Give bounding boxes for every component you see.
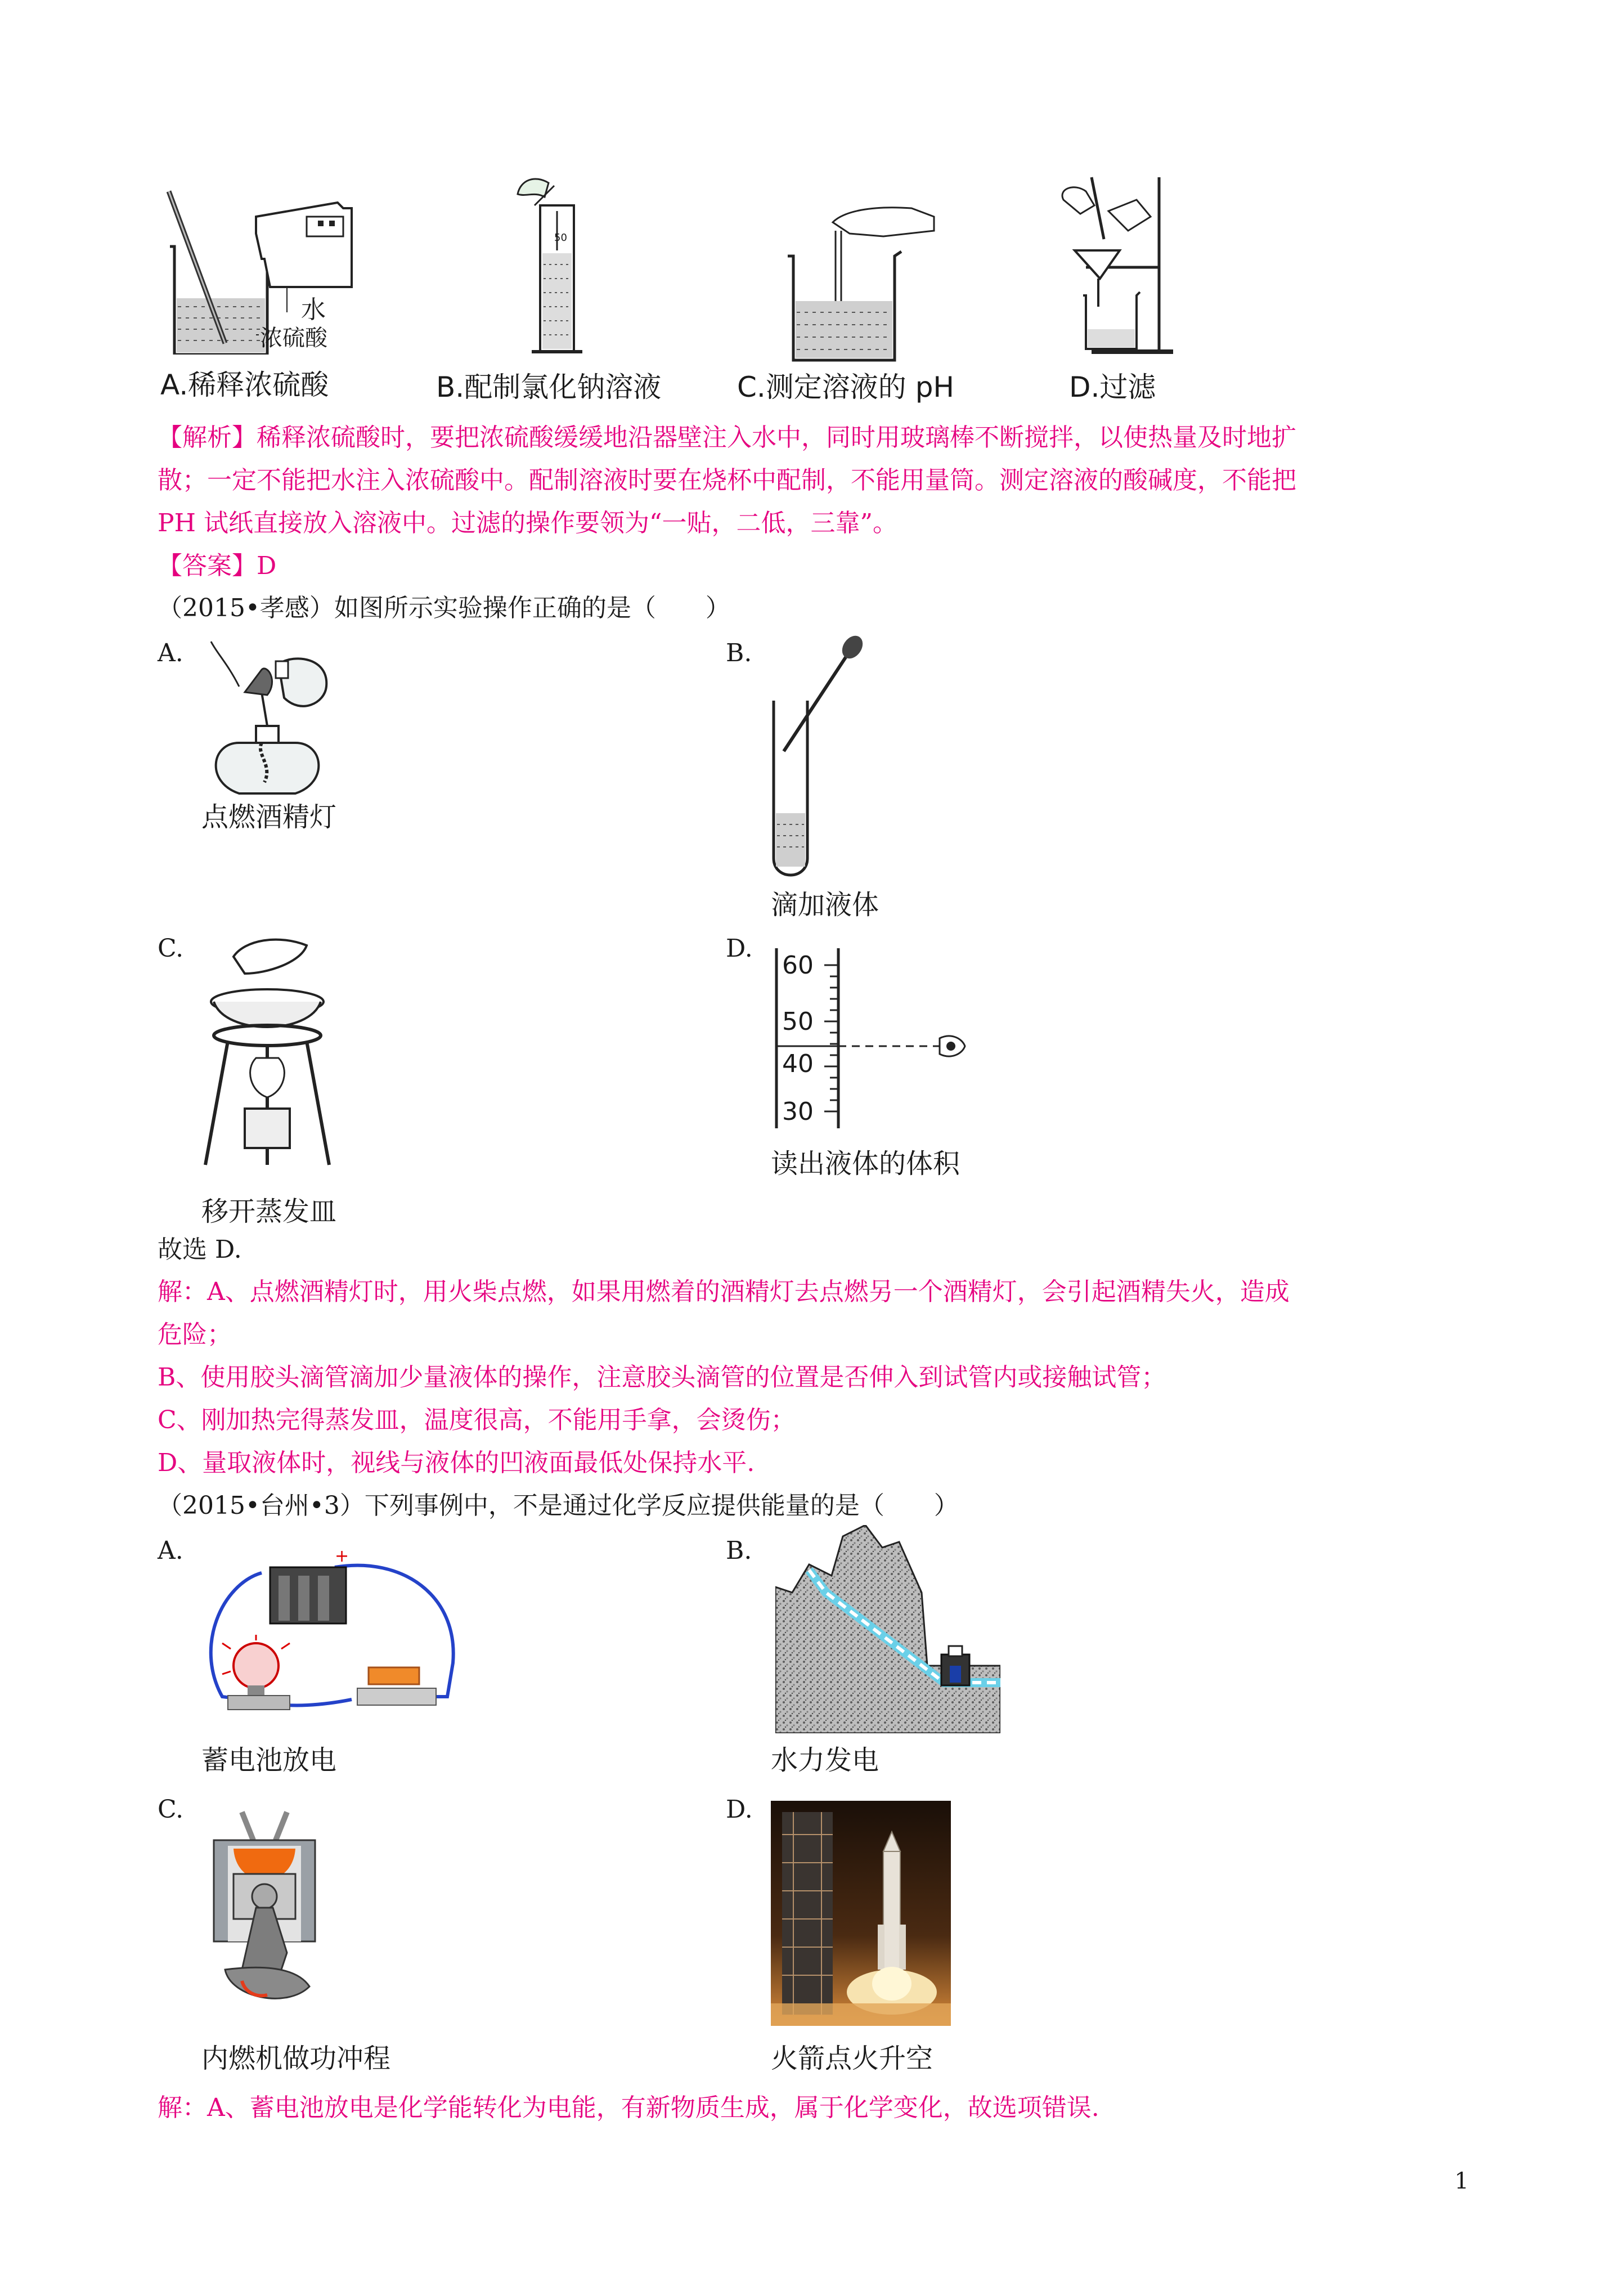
q2-option-b-letter: B.: [726, 639, 752, 667]
cylinder-mark-50: 50: [782, 1007, 814, 1036]
figure-prepare-solution: [501, 172, 613, 363]
cylinder-mark-40: 40: [782, 1050, 814, 1078]
q2-figure-drop-liquid: [762, 633, 875, 881]
water-label: 水: [301, 295, 326, 324]
figure-b-label: B.配制氯化钠溶液: [436, 371, 662, 403]
q2-figure-evaporating-dish: [194, 923, 340, 1171]
figure-dilute-acid: [158, 186, 394, 355]
q2-solution-line-4: C、刚加热完得蒸发皿，温度很高，不能用手拿，会烫伤；: [158, 1406, 796, 1434]
q2-figure-light-lamp: [200, 630, 346, 799]
question-2-stem: （2015•孝感）如图所示实验操作正确的是（ ）: [158, 594, 730, 622]
cylinder-mark-30: 30: [782, 1097, 814, 1126]
q2-figure-read-volume: [771, 943, 985, 1134]
figure-d-label: D.过滤: [1069, 371, 1156, 403]
question-3-stem: （2015•台州•3）下列事例中，不是通过化学反应提供能量的是（ ）: [158, 1491, 959, 1520]
q2-option-d-letter: D.: [726, 934, 753, 963]
cylinder-mark-60: 60: [782, 951, 814, 980]
q3-figure-rocket-launch: [771, 1801, 951, 2026]
analysis-line-3: PH 试纸直接放入溶液中。过滤的操作要领为“一贴，二低，三靠”。: [158, 509, 897, 537]
analysis-line-2: 散；一定不能把水注入浓硫酸中。配制溶液时要在烧杯中配制，不能用量筒。测定溶液的酸碱度，不能把: [158, 466, 1296, 495]
q3-figure-hydropower: [775, 1525, 1000, 1733]
figure-c-label: C.测定溶液的 pH: [737, 371, 955, 403]
q3-option-c-caption: 内燃机做功冲程: [201, 2043, 391, 2074]
acid-label: 浓硫酸: [260, 325, 327, 351]
q3-solution: 解：A、蓄电池放电是化学能转化为电能，有新物质生成，属于化学变化，故选项错误.: [158, 2093, 1099, 2122]
q2-option-c-letter: C.: [158, 934, 184, 963]
q3-figure-combustion-engine: [203, 1806, 326, 2015]
q2-option-c-caption: 移开蒸发皿: [201, 1196, 337, 1227]
q3-option-d-letter: D.: [726, 1795, 753, 1824]
q2-option-a-letter: A.: [158, 639, 183, 667]
q3-option-d-caption: 火箭点火升空: [771, 2043, 933, 2074]
q2-solution-line-3: B、使用胶头滴管滴加少量液体的操作，注意胶头滴管的位置是否伸入到试管内或接触试管；: [158, 1363, 1166, 1392]
figure-a-label: A.稀释浓硫酸: [160, 369, 329, 401]
q3-figure-battery-circuit: [200, 1545, 470, 1719]
cylinder-mark-50: 50: [554, 232, 567, 244]
q3-option-b-caption: 水力发电: [771, 1745, 879, 1776]
page-number: 1: [1454, 2168, 1469, 2194]
figure-test-ph: [782, 200, 940, 363]
answer-1: 【答案】D: [158, 551, 277, 580]
q3-option-c-letter: C.: [158, 1795, 184, 1824]
q3-option-a-letter: A.: [158, 1536, 183, 1565]
q2-solution-line-1: 解：A、点燃酒精灯时，用火柴点燃，如果用燃着的酒精灯去点燃另一个酒精灯，会引起酒精失火，造成: [158, 1277, 1290, 1306]
q2-option-d-caption: 读出液体的体积: [771, 1148, 960, 1180]
q2-option-b-caption: 滴加液体: [771, 889, 879, 921]
q2-solution-line-5: D、量取液体时，视线与液体的凹液面最低处保持水平.: [158, 1449, 755, 1477]
q3-option-a-caption: 蓄电池放电: [201, 1745, 337, 1776]
q3-option-b-letter: B.: [726, 1536, 752, 1565]
svg-text:+: +: [335, 1546, 349, 1566]
figure-filtration: [1052, 172, 1182, 363]
q2-solution-line-2: 危险；: [158, 1320, 232, 1349]
q2-option-a-caption: 点燃酒精灯: [201, 801, 337, 833]
analysis-line-1: 【解析】稀释浓硫酸时，要把浓硫酸缓缓地沿器壁注入水中，同时用玻璃棒不断搅拌，以使热量及时地扩: [158, 423, 1296, 452]
q2-choice: 故选 D.: [158, 1235, 242, 1264]
